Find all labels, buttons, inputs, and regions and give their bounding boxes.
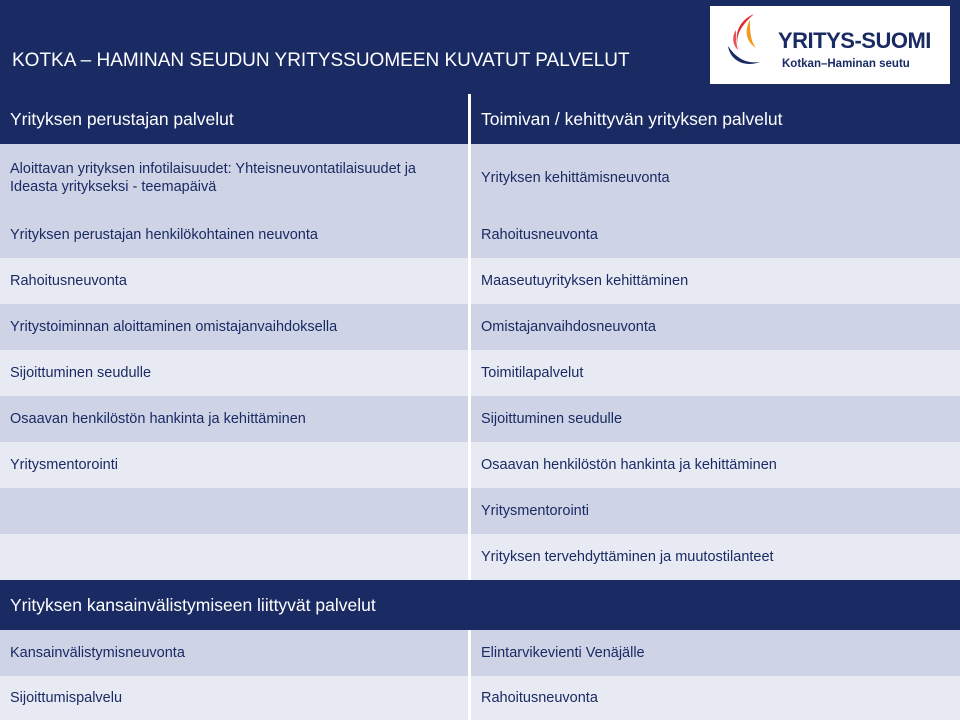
right-item: Rahoitusneuvonta bbox=[471, 212, 960, 258]
left-item: Yritystoiminnan aloittaminen omistajanvaihdoksella bbox=[0, 304, 468, 350]
right-item: Yrityksen kehittämisneuvonta bbox=[471, 144, 960, 212]
international-item: Rahoitusneuvonta bbox=[471, 676, 960, 720]
left-empty-cell bbox=[0, 534, 468, 580]
left-empty-cell bbox=[0, 488, 468, 534]
right-item: Yritysmentorointi bbox=[471, 488, 960, 534]
left-column-heading: Yrityksen perustajan palvelut bbox=[0, 94, 468, 144]
left-item: Yrityksen perustajan henkilökohtainen neuvonta bbox=[0, 212, 468, 258]
right-item: Yrityksen tervehdyttäminen ja muutostilanteet bbox=[471, 534, 960, 580]
left-item: Yritysmentorointi bbox=[0, 442, 468, 488]
services-table bbox=[0, 94, 960, 720]
left-item: Sijoittuminen seudulle bbox=[0, 350, 468, 396]
left-item: Aloittavan yrityksen infotilaisuudet: Yhteisneuvontatilaisuudet ja Ideasta yritykseksi - teemapäivä bbox=[0, 144, 468, 212]
right-item: Osaavan henkilöstön hankinta ja kehittäminen bbox=[471, 442, 960, 488]
logo-subtext: Kotkan–Haminan seutu bbox=[782, 58, 910, 70]
international-item: Elintarvikevienti Venäjälle bbox=[471, 630, 960, 676]
slide-header bbox=[0, 0, 960, 94]
right-item: Toimitilapalvelut bbox=[471, 350, 960, 396]
left-item: Osaavan henkilöstön hankinta ja kehittäminen bbox=[0, 396, 468, 442]
left-item: Rahoitusneuvonta bbox=[0, 258, 468, 304]
logo-flame-icon bbox=[710, 6, 780, 84]
logo-text: YRITYS-SUOMI bbox=[778, 28, 931, 53]
international-item: Kansainvälistymisneuvonta bbox=[0, 630, 468, 676]
right-column-heading: Toimivan / kehittyvän yrityksen palvelut bbox=[471, 94, 960, 144]
right-item: Maaseutuyrityksen kehittäminen bbox=[471, 258, 960, 304]
international-heading: Yrityksen kansainvälistymiseen liittyvät palvelut bbox=[0, 580, 960, 630]
right-item: Sijoittuminen seudulle bbox=[471, 396, 960, 442]
yritys-suomi-logo bbox=[710, 6, 950, 84]
page-title: KOTKA – HAMINAN SEUDUN YRITYSSUOMEEN KUVATUT PALVELUT bbox=[12, 50, 630, 71]
international-item: Sijoittumispalvelu bbox=[0, 676, 468, 720]
right-item: Omistajanvaihdosneuvonta bbox=[471, 304, 960, 350]
